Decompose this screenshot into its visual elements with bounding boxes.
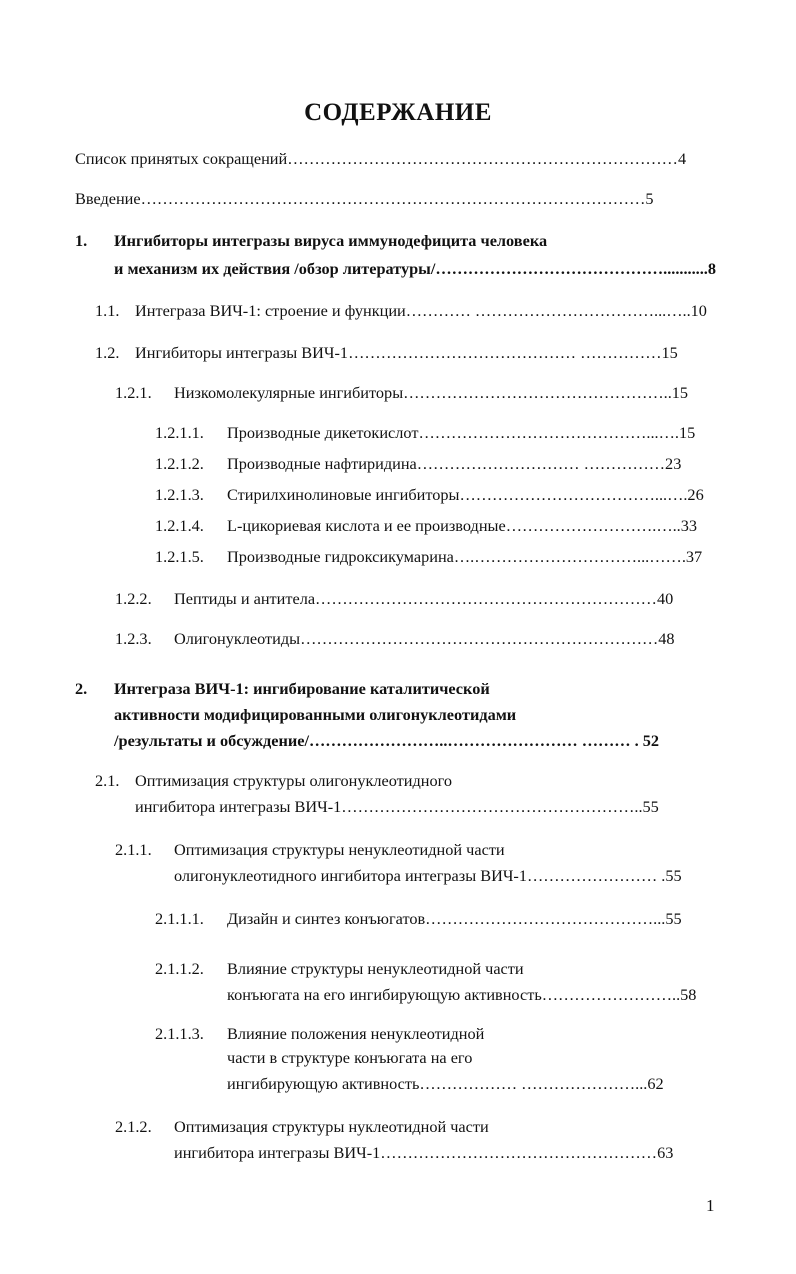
toc-line: Интеграза ВИЧ-1: строение и функции………… ……………………………...…..10 <box>135 301 707 320</box>
toc-line: Производные дикетокислот……………………………………...….15 <box>227 423 696 442</box>
toc-line: ингибитора интегразы ВИЧ-1………………………………………………..55 <box>135 797 659 816</box>
toc-line: Влияние положения ненуклеотидной <box>227 1024 485 1043</box>
toc-line: /результаты и обсуждение/……………………..…………………… ……… . 52 <box>114 731 660 750</box>
toc-line: Введение…………………………………………………………………………………5 <box>75 189 654 208</box>
toc-number: 1.2.2. <box>115 589 152 608</box>
toc-number: 1. <box>75 231 88 250</box>
toc-number: 2. <box>75 679 88 698</box>
toc-line: Низкомолекулярные ингибиторы…………………………………………..15 <box>174 383 689 402</box>
toc-line: Производные нафтиридина………………………… ……………23 <box>227 454 682 473</box>
toc-number: 2.1. <box>95 771 120 790</box>
toc-number: 1.2.1.3. <box>155 485 204 504</box>
toc-line: Олигонуклеотиды…………………………………………………………48 <box>174 629 675 648</box>
toc-line: Оптимизация структуры нуклеотидной части <box>174 1117 489 1136</box>
toc-line: части в структуре конъюгата на его <box>227 1048 473 1067</box>
toc-number: 1.2.1.4. <box>155 516 204 535</box>
toc-line: Ингибиторы интегразы вируса иммунодефицита человека <box>114 231 548 250</box>
toc-number: 1.2. <box>95 343 120 362</box>
toc-line: Производные гидроксикумарина….…………………………...…….37 <box>227 547 703 566</box>
toc-number: 2.1.2. <box>115 1117 152 1136</box>
page-number: 1 <box>706 1196 715 1215</box>
toc-line: Пептиды и антитела………………………………………………………40 <box>174 589 674 608</box>
toc-line: Интеграза ВИЧ-1: ингибирование каталитической <box>114 679 490 698</box>
toc-line: Влияние структуры ненуклеотидной части <box>227 959 524 978</box>
toc-number: 2.1.1. <box>115 840 152 859</box>
toc-number: 1.2.1. <box>115 383 152 402</box>
toc-line: ингибирующую активность……………… …………………...62 <box>227 1074 664 1093</box>
toc-number: 2.1.1.2. <box>155 959 204 978</box>
toc-line: Список принятых сокращений………………………………………………………………4 <box>75 149 687 168</box>
toc-line: и механизм их действия /обзор литературы/……………………………………...........8 <box>114 259 716 278</box>
toc-number: 1.1. <box>95 301 120 320</box>
toc-line: конъюгата на его ингибирующую активность……………………..58 <box>227 985 697 1004</box>
toc-number: 2.1.1.3. <box>155 1024 204 1043</box>
toc-line: ингибитора интегразы ВИЧ-1……………………………………………63 <box>174 1143 674 1162</box>
toc-number: 1.2.1.5. <box>155 547 204 566</box>
toc-line: Стирилхинолиновые ингибиторы………………………………...….26 <box>227 485 704 504</box>
toc-line: Оптимизация структуры олигонуклеотидного <box>135 771 453 790</box>
toc-number: 1.2.1.2. <box>155 454 204 473</box>
toc-number: 2.1.1.1. <box>155 909 204 928</box>
toc-line: Ингибиторы интегразы ВИЧ-1…………………………………… ……………15 <box>135 343 678 362</box>
toc-line: олигонуклеотидного ингибитора интегразы ВИЧ-1…………………… .55 <box>174 866 682 885</box>
toc-line: Дизайн и синтез конъюгатов……………………………………...55 <box>227 909 682 928</box>
toc-number: 1.2.1.1. <box>155 423 204 442</box>
toc-number: 1.2.3. <box>115 629 152 648</box>
page-title: СОДЕРЖАНИЕ <box>304 99 492 126</box>
toc-line: L-цикориевая кислота и ее производные……………………….…..33 <box>227 516 698 535</box>
toc-line: Оптимизация структуры ненуклеотидной части <box>174 840 505 859</box>
toc-line: активности модифицированными олигонуклеотидами <box>114 705 517 724</box>
